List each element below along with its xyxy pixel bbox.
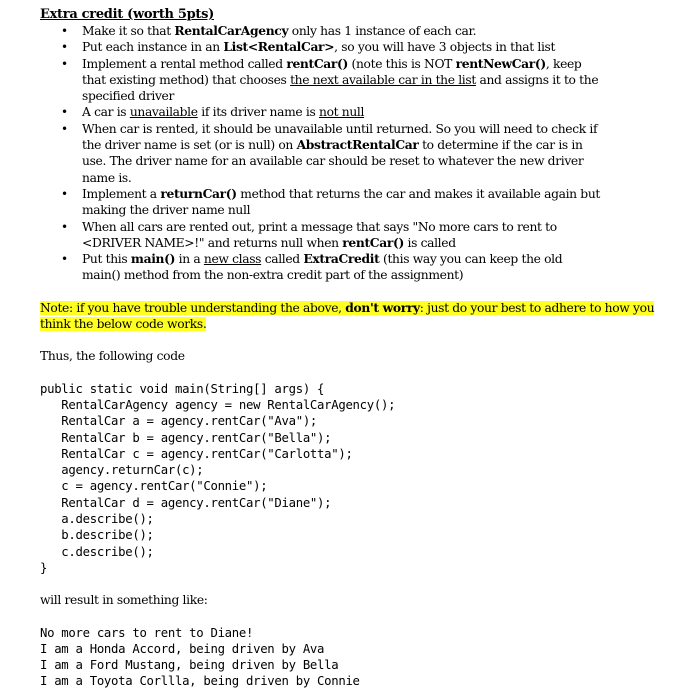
text-run: not null bbox=[319, 105, 365, 120]
text-run: method that returns the car and makes it available again but making the driver name null bbox=[82, 186, 600, 218]
text-run: When car is rented, it should be unavailable until returned. So you will need to check if the driver name is set (or is null) on bbox=[82, 121, 598, 153]
text-run: to determine if the car is in use. The driver name for an available car should be reset to whatever the new driver name is. bbox=[82, 138, 584, 185]
list-item bbox=[40, 121, 602, 186]
bullet-icon: • bbox=[61, 105, 68, 120]
list-item bbox=[40, 219, 602, 252]
section-heading: Extra credit (worth 5pts) bbox=[40, 7, 215, 22]
text-run: : just do your best to adhere to how you think the below code works. bbox=[40, 300, 655, 332]
text-run: in a bbox=[175, 252, 204, 267]
text-run: rentCar() bbox=[342, 234, 404, 250]
text-run: , keep that existing method) that chooses bbox=[82, 56, 582, 87]
bullet-icon: • bbox=[61, 219, 68, 234]
code-block bbox=[40, 381, 670, 577]
bullet-icon: • bbox=[61, 56, 68, 71]
bullet-icon: • bbox=[61, 252, 68, 267]
text-run: and assigns it to the specified driver bbox=[82, 72, 599, 104]
text-run: main() bbox=[130, 251, 176, 267]
note-paragraph bbox=[40, 300, 670, 333]
text-run: (note this is NOT bbox=[347, 56, 456, 71]
list-item bbox=[40, 251, 602, 284]
highlighted-note bbox=[40, 301, 654, 331]
text-run: unavailable bbox=[129, 105, 198, 120]
text-run: Put this bbox=[82, 252, 131, 267]
list-item bbox=[40, 56, 602, 105]
list-item bbox=[40, 104, 602, 120]
text-run: new class bbox=[203, 252, 262, 267]
text-run: AbstractRentalCar bbox=[296, 137, 419, 153]
text-run: A car is bbox=[82, 105, 130, 120]
text-run: Make it so that bbox=[82, 24, 175, 38]
text-run: (this way you can keep the old main() method from the non-extra credit part of the assignment) bbox=[82, 252, 563, 283]
output-block bbox=[40, 625, 670, 690]
list-item bbox=[40, 39, 602, 55]
text-run: Put each instance in an bbox=[82, 40, 224, 55]
text-run: returnCar() bbox=[160, 185, 237, 201]
text-run: rentNewCar() bbox=[455, 55, 546, 71]
bullet-icon: • bbox=[61, 24, 68, 38]
text-run: the next available car in the list bbox=[290, 72, 476, 87]
output-listing: No more cars to rent to Diane! I am a Honda Accord, being driven by Ava I am a Ford Mustang, being driven by Bella I am a Toyota Corllla, being driven by Connie bbox=[40, 625, 360, 689]
text-run: if its driver name is bbox=[197, 105, 319, 120]
code-listing: public static void main(String[] args) { RentalCarAgency agency = new RentalCarAgency(); RentalCar a = agency.rentCar("Ava"); RentalCar b = agency.rentCar("Bella"); RentalCar c = agency.rentCar("Carlotta"); agency.returnCar(c); c = agency.rentCar("Connie"); RentalCar d = agency.rentCar("Diane"); a.describe(); b.describe(); c.describe(); } bbox=[40, 381, 396, 575]
text-run: rentCar() bbox=[286, 55, 348, 71]
text-run: Implement a rental method called bbox=[82, 56, 287, 71]
intro-paragraph: Thus, the following code bbox=[40, 349, 185, 364]
text-run: don't worry bbox=[345, 299, 420, 315]
bullet-icon: • bbox=[61, 40, 68, 55]
text-run: Note: if you have trouble understanding the above, bbox=[40, 300, 346, 315]
list-item bbox=[40, 186, 602, 219]
text-run: Implement a bbox=[82, 186, 161, 201]
list-item bbox=[40, 23, 602, 39]
text-run: When all cars are rented out, print a message that says "No more cars to rent to <DRIVER NAME>!" and returns null when bbox=[82, 219, 557, 250]
text-run: RentalCarAgency bbox=[174, 23, 289, 38]
text-run: List<RentalCar> bbox=[223, 39, 335, 55]
bullet-icon: • bbox=[61, 121, 68, 136]
requirements-list bbox=[40, 23, 670, 284]
text-run: ExtraCredit bbox=[303, 251, 380, 267]
document-page bbox=[40, 6, 670, 690]
text-run: only has 1 instance of each car. bbox=[288, 24, 477, 38]
result-intro-paragraph: will result in something like: bbox=[40, 593, 208, 608]
text-run: called bbox=[261, 252, 304, 267]
text-run: is called bbox=[403, 235, 456, 250]
bullet-icon: • bbox=[61, 186, 68, 201]
text-run: , so you will have 3 objects in that list bbox=[334, 40, 556, 55]
